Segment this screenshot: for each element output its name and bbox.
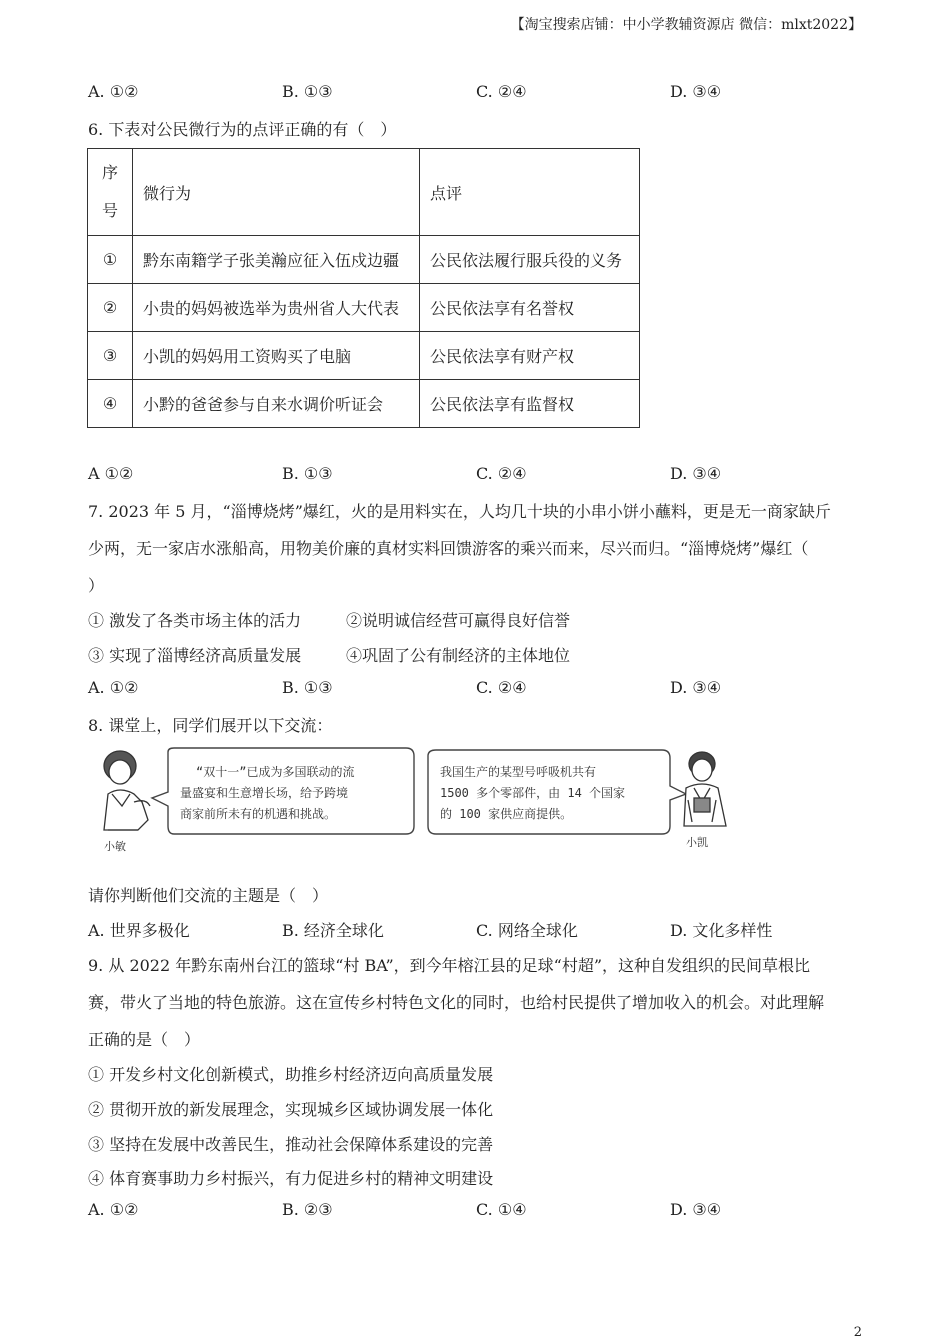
q7-option-c[interactable]: C. ②④: [476, 678, 527, 697]
q9-statement-1: ① 开发乡村文化创新模式，助推乡村经济迈向高质量发展: [88, 1065, 494, 1084]
left-bubble-line-2: 量盛宴和生意增长场，给予跨境: [180, 786, 349, 800]
table-header-behavior: 微行为: [133, 149, 420, 236]
table-row: [88, 332, 640, 380]
q6-option-d[interactable]: D. ③④: [670, 464, 722, 483]
q7-stem-line-2: 少两，无一家店水涨船高，用物美价廉的真材实料回馈游客的乘兴而来，尽兴而归。“淄博烧烤”爆红（: [88, 539, 809, 558]
girl-figure-icon: [104, 751, 150, 830]
q6-table: [87, 148, 640, 428]
table-cell-comment: 公民依法履行服兵役的义务: [420, 236, 640, 284]
right-speaker-name: 小凯: [686, 836, 708, 849]
q9-statement-2: ② 贯彻开放的新发展理念，实现城乡区域协调发展一体化: [88, 1100, 494, 1119]
header-watermark: 【淘宝搜索店铺：中小学教辅资源店 微信：mlxt2022】: [510, 17, 862, 33]
q7-option-a[interactable]: A. ①②: [88, 678, 139, 697]
table-cell-seq: ④: [88, 380, 133, 428]
q8-option-a[interactable]: A. 世界多极化: [88, 921, 190, 940]
q8-question: 请你判断他们交流的主题是（ ）: [88, 886, 329, 905]
table-cell-seq: ②: [88, 284, 133, 332]
q7-stem-line-1: 7. 2023 年 5 月，“淄博烧烤”爆红，火的是用料实在，人均几十块的小串小饼小蘸料，更是无一商家缺斤: [88, 502, 831, 521]
q9-statement-4: ④ 体育赛事助力乡村振兴，有力促进乡村的精神文明建设: [88, 1169, 494, 1188]
table-header-comment: 点评: [420, 149, 640, 236]
q7-statement-1: ① 激发了各类市场主体的活力: [88, 611, 302, 630]
table-cell-comment: 公民依法享有财产权: [420, 332, 640, 380]
table-cell-seq: ③: [88, 332, 133, 380]
table-row: [88, 284, 640, 332]
q6-option-c[interactable]: C. ②④: [476, 464, 527, 483]
q6-stem: 6. 下表对公民微行为的点评正确的有（ ）: [88, 120, 397, 139]
right-bubble-line-1: 我国生产的某型号呼吸机共有: [440, 765, 597, 779]
table-header-seq-2: 号: [101, 201, 118, 220]
left-bubble-line-3: 商家前所未有的机遇和挑战。: [180, 807, 337, 821]
q9-stem-line-1: 9. 从 2022 年黔东南州台江的篮球“村 BA”，到今年榕江县的足球“村超”，这种自发组织的民间草根比: [88, 956, 811, 975]
q9-stem-line-2: 赛，带火了当地的特色旅游。这在宣传乡村特色文化的同时，也给村民提供了增加收入的机会。对此理解: [88, 993, 825, 1012]
table-cell-behavior: 小凯的妈妈用工资购买了电脑: [133, 332, 420, 380]
table-cell-behavior: 黔东南籍学子张美瀚应征入伍戍边疆: [133, 236, 420, 284]
table-header-seq: [88, 149, 133, 236]
q7-stem-line-3: ）: [88, 576, 105, 595]
table-header-row: [88, 149, 640, 236]
right-bubble-line-2: 1500 多个零部件，由 14 个国家: [440, 786, 626, 800]
table-header-seq-1: 序: [101, 163, 118, 182]
q7-option-d[interactable]: D. ③④: [670, 678, 722, 697]
q5-option-a[interactable]: A. ①②: [88, 82, 139, 101]
q9-option-c[interactable]: C. ①④: [476, 1200, 527, 1219]
right-bubble-line-3: 的 100 家供应商提供。: [440, 807, 573, 821]
q6-option-a[interactable]: A ①②: [88, 464, 134, 483]
left-bubble-line-1: “双十一”已成为多国联动的流: [196, 765, 355, 779]
table-row: [88, 380, 640, 428]
q8-stem: 8. 课堂上，同学们展开以下交流：: [88, 716, 333, 735]
q5-option-c[interactable]: C. ②④: [476, 82, 527, 101]
page-number: 2: [853, 1325, 862, 1340]
q7-statement-4: ④巩固了公有制经济的主体地位: [346, 646, 571, 665]
q8-option-c[interactable]: C. 网络全球化: [476, 921, 578, 940]
table-row: [88, 236, 640, 284]
q9-stem-line-3: 正确的是（ ）: [88, 1030, 201, 1049]
q5-option-b[interactable]: B. ①③: [282, 82, 333, 101]
q7-option-b[interactable]: B. ①③: [282, 678, 333, 697]
table-cell-behavior: 小贵的妈妈被选举为贵州省人大代表: [133, 284, 420, 332]
left-speaker-name: 小敏: [104, 840, 126, 853]
q7-statement-2: ②说明诚信经营可赢得良好信誉: [346, 611, 571, 630]
q8-option-b[interactable]: B. 经济全球化: [282, 921, 384, 940]
boy-figure-icon: [684, 752, 726, 826]
q9-option-a[interactable]: A. ①②: [88, 1200, 139, 1219]
q6-option-b[interactable]: B. ①③: [282, 464, 333, 483]
table-cell-comment: 公民依法享有监督权: [420, 380, 640, 428]
q9-option-b[interactable]: B. ②③: [282, 1200, 333, 1219]
q5-option-d[interactable]: D. ③④: [670, 82, 722, 101]
q8-option-d[interactable]: D. 文化多样性: [670, 921, 773, 940]
table-cell-comment: 公民依法享有名誉权: [420, 284, 640, 332]
q9-option-d[interactable]: D. ③④: [670, 1200, 722, 1219]
q9-statement-3: ③ 坚持在发展中改善民生，推动社会保障体系建设的完善: [88, 1135, 494, 1154]
table-cell-seq: ①: [88, 236, 133, 284]
q8-cartoon: [88, 742, 738, 860]
table-cell-behavior: 小黔的爸爸参与自来水调价听证会: [133, 380, 420, 428]
q7-statement-3: ③ 实现了淄博经济高质量发展: [88, 646, 302, 665]
